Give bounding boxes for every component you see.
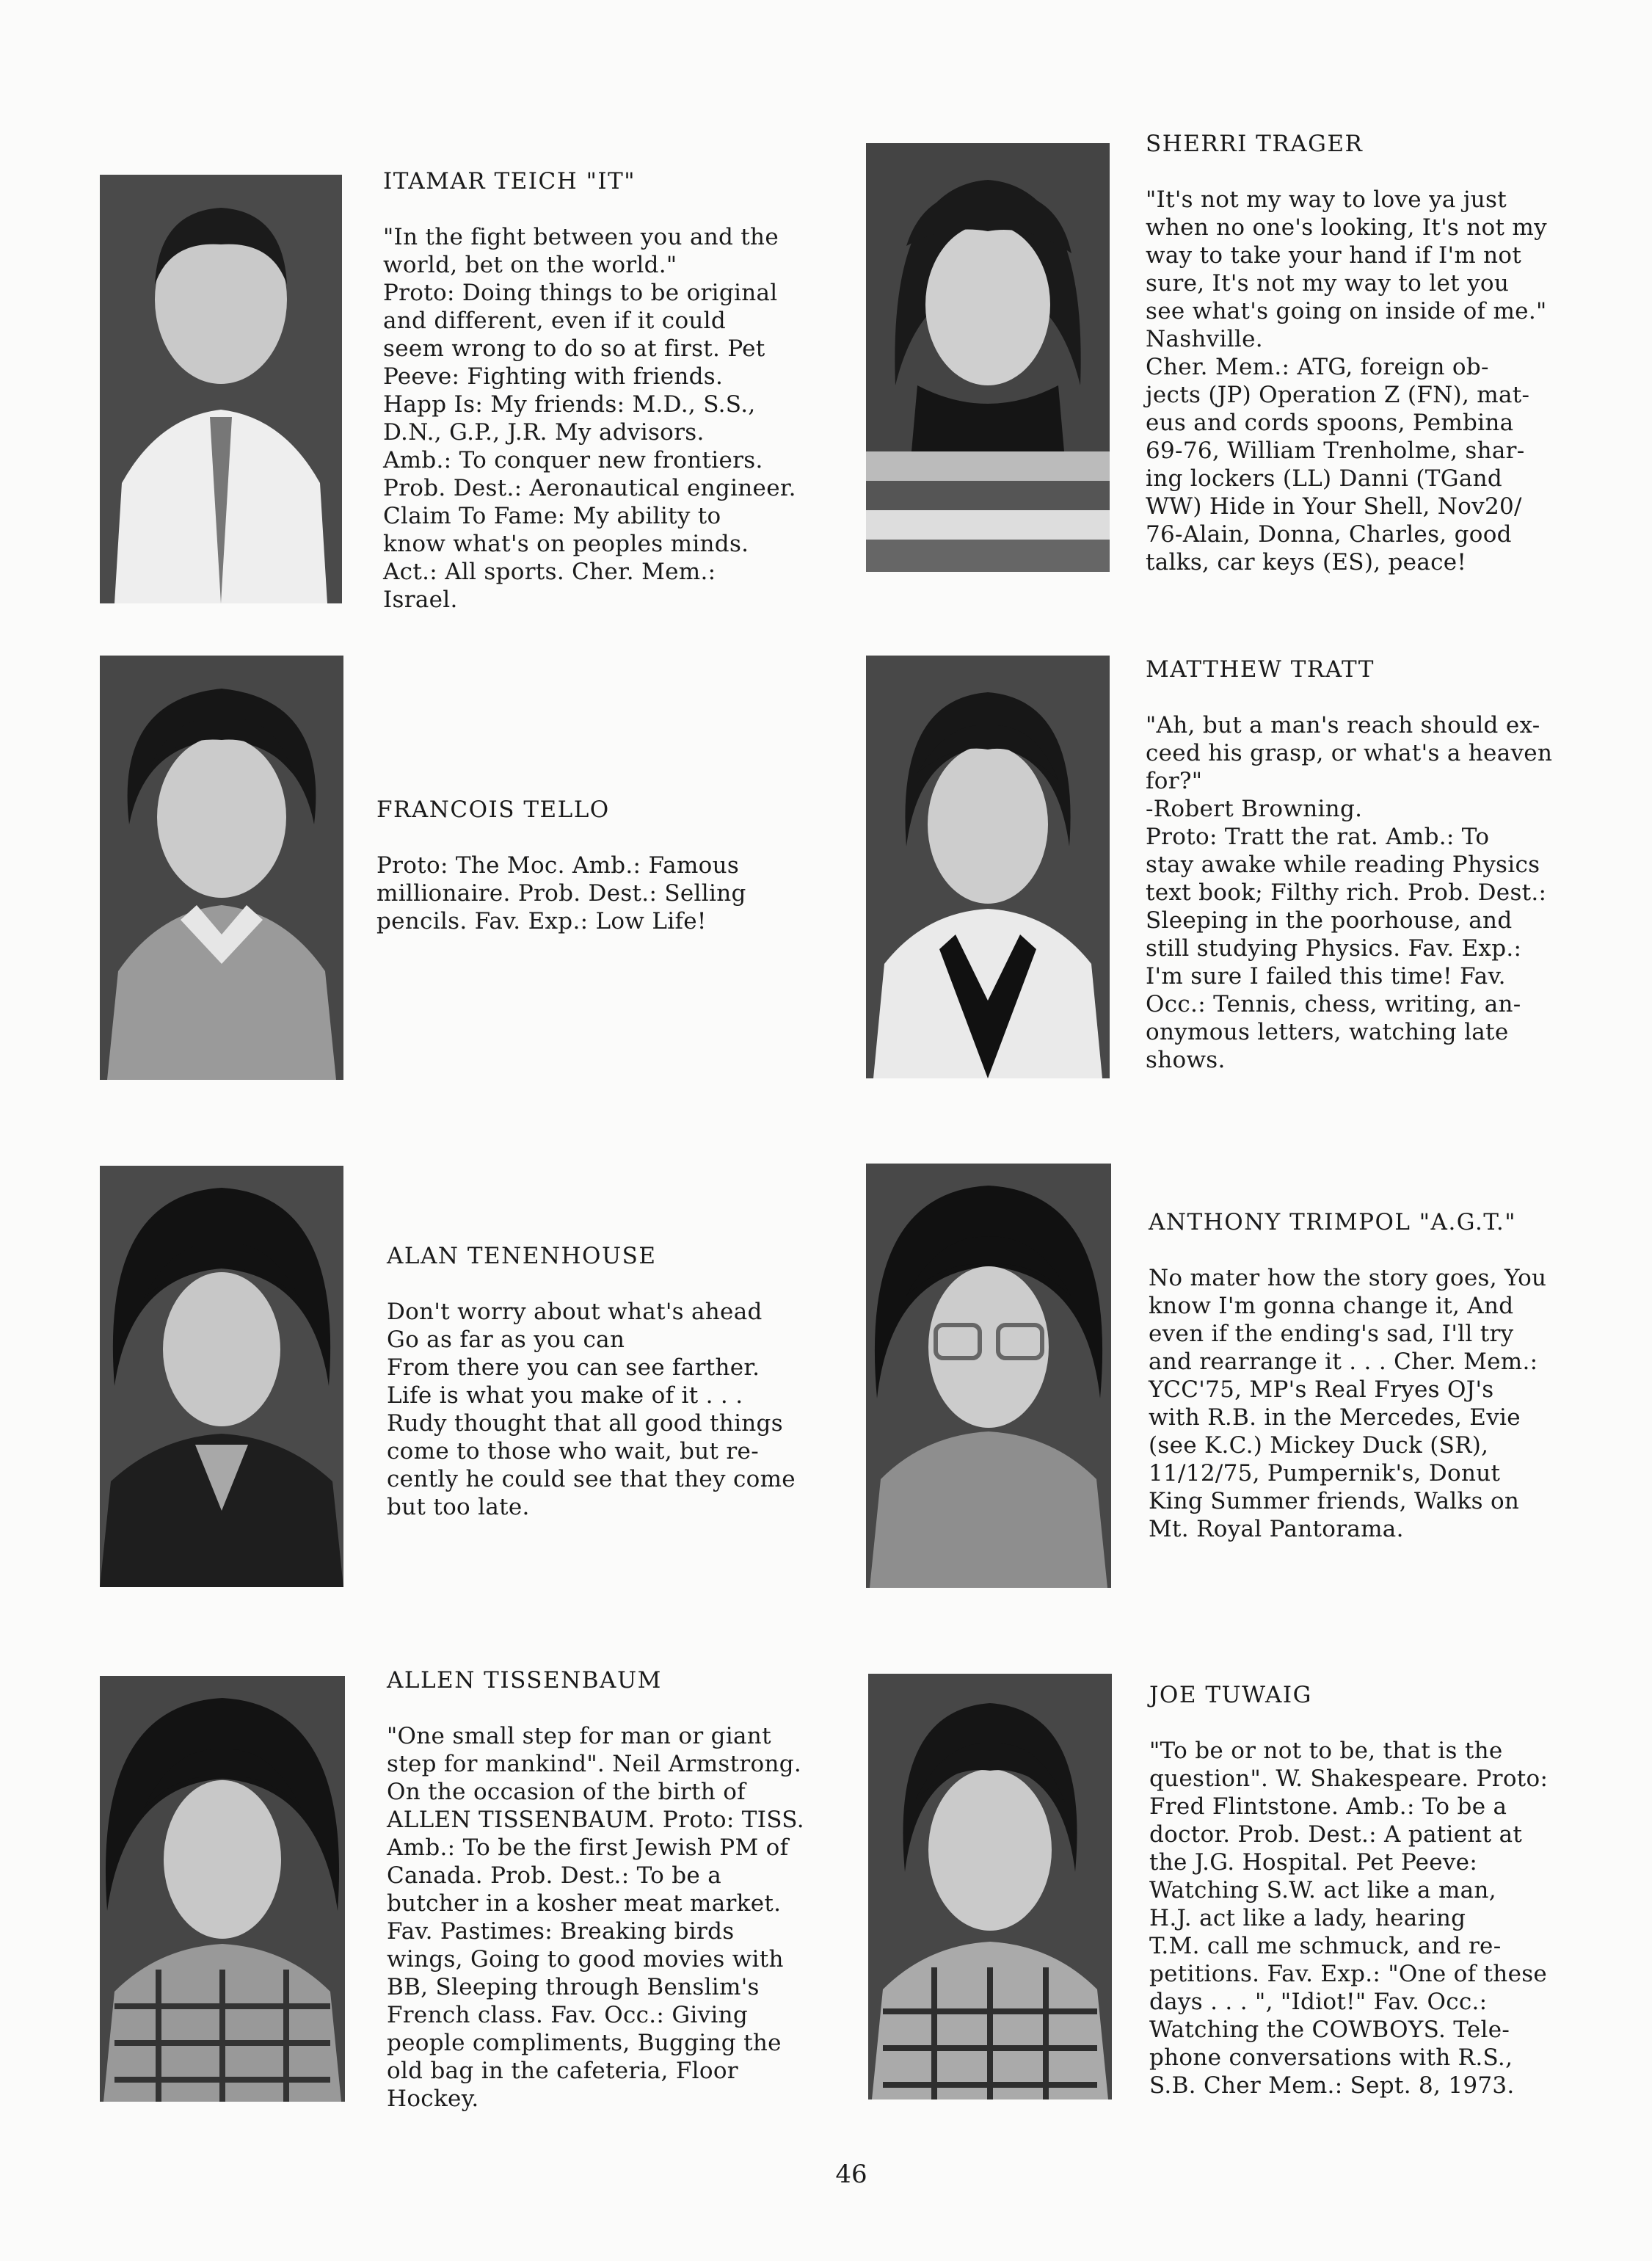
student-name: SHERRI TRAGER [1146, 131, 1364, 157]
entry-sherri-trager [1146, 130, 1615, 576]
entry-francois-tello [376, 796, 846, 935]
entry-allen-tissenbaum [387, 1666, 856, 2113]
entry-alan-tenenhouse [387, 1242, 856, 1521]
student-write-up: "One small step for man or giant step for mankind". Neil Armstrong. On the occasion of the birth of ALLEN TISSENBAUM. Proto: TISS. Amb.: To be the first Jewish PM of Canada. Prob. Dest.: To be a butcher in a kosher meat market. Fav. Pastimes: Breaking birds wings, Going to good movies with BB, Sleeping through Benslim's French class. Fav. Occ.: Giving people compliments, Bugging the old bag in the cafeteria, Floor Hockey. [387, 1723, 804, 2112]
portrait-photo-sherri-trager [866, 143, 1110, 572]
portrait-photo-anthony-trimpol [866, 1164, 1111, 1588]
student-name: ALLEN TISSENBAUM [387, 1667, 662, 1694]
student-write-up: "To be or not to be, that is the question". W. Shakespeare. Proto: Fred Flintstone. Amb.: To be a doctor. Prob. Dest.: A patient at the J.G. Hospital. Pet Peeve: Watching S.W. act like a man, H.J. act like a lady, hearing T.M. call me schmuck, and re- petitions. Fav. Exp.: "One of these days . . . ", "Idiot!" Fav. Occ.: Watching the COWBOYS. Tele- phone conversations with R.S., S.B. Cher Mem.: Sept. 8, 1973. [1149, 1738, 1549, 2099]
page-number: 46 [835, 2160, 867, 2189]
portrait-photo-alan-tenenhouse [100, 1166, 343, 1587]
student-write-up: "It's not my way to love ya just when no one's looking, It's not my way to take your hand if I'm not sure, It's not my way to let you see what's going on inside of me." Nashville. Cher. Mem.: ATG, foreign ob- jects (JP) Operation Z (FN), mat- eus and cords spoons, Pembina 69-76, William Trenholme, shar- ing lockers (LL) Danni (TGand WW) Hide in Your Shell, Nov20/ 76-Alain, Donna, Charles, good talks, car keys (ES), peace! [1146, 186, 1547, 576]
student-name: JOE TUWAIG [1149, 1682, 1312, 1708]
portrait-photo-itamar-teich [100, 175, 342, 603]
entry-anthony-trimpol [1149, 1208, 1618, 1543]
student-write-up: Don't worry about what's ahead Go as far as you can From there you can see farther. Life is what you make of it . . . Rudy thought that all good things come to those who wait, but re- cently he could see that they come but too late. [387, 1299, 796, 1520]
student-write-up: Proto: The Moc. Amb.: Famous millionaire. Prob. Dest.: Selling pencils. Fav. Exp.: Low Life! [376, 852, 746, 934]
portrait-photo-matthew-tratt [866, 656, 1110, 1078]
student-name: FRANCOIS TELLO [376, 796, 610, 823]
student-write-up: "Ah, but a man's reach should ex- ceed his grasp, or what's a heaven for?" -Robert Browning. Proto: Tratt the rat. Amb.: To stay awake while reading Physics text book; Filthy rich. Prob. Dest.: Sleeping in the poorhouse, and still studying Physics. Fav. Exp.: I'm sure I failed this time! Fav. Occ.: Tennis, chess, writing, an- onymous letters, watching late shows. [1146, 712, 1553, 1073]
entry-matthew-tratt [1146, 656, 1615, 1074]
portrait-photo-joe-tuwaig [868, 1674, 1112, 2100]
portrait-photo-allen-tissenbaum [100, 1676, 345, 2102]
student-name: ITAMAR TEICH "IT" [383, 168, 636, 195]
student-write-up: No mater how the story goes, You know I'm gonna change it, And even if the ending's sad, I'll try and rearrange it . . . Cher. Mem.: YCC'75, MP's Real Fryes OJ's with R.B. in the Mercedes, Evie (see K.C.) Mickey Duck (SR), 11/12/75, Pumpernik's, Donut King Summer friends, Walks on Mt. Royal Pantorama. [1149, 1265, 1547, 1542]
student-name: ALAN TENENHOUSE [387, 1243, 657, 1269]
student-write-up: "In the fight between you and the world, bet on the world." Proto: Doing things to be original and different, even if it could seem wrong to do so at first. Pet Peeve: Fighting with friends. Happ Is: My friends: M.D., S.S., D.N., G.P., J.R. My advisors. Amb.: To conquer new frontiers. Prob. Dest.: Aeronautical engineer. Claim To Fame: My ability to know what's on peoples minds. Act.: All sports. Cher. Mem.: Israel. [383, 224, 796, 613]
student-name: MATTHEW TRATT [1146, 656, 1375, 683]
entry-itamar-teich [383, 167, 853, 614]
student-name: ANTHONY TRIMPOL "A.G.T." [1149, 1209, 1517, 1235]
portrait-photo-francois-tello [100, 656, 343, 1080]
entry-joe-tuwaig [1149, 1681, 1619, 2100]
